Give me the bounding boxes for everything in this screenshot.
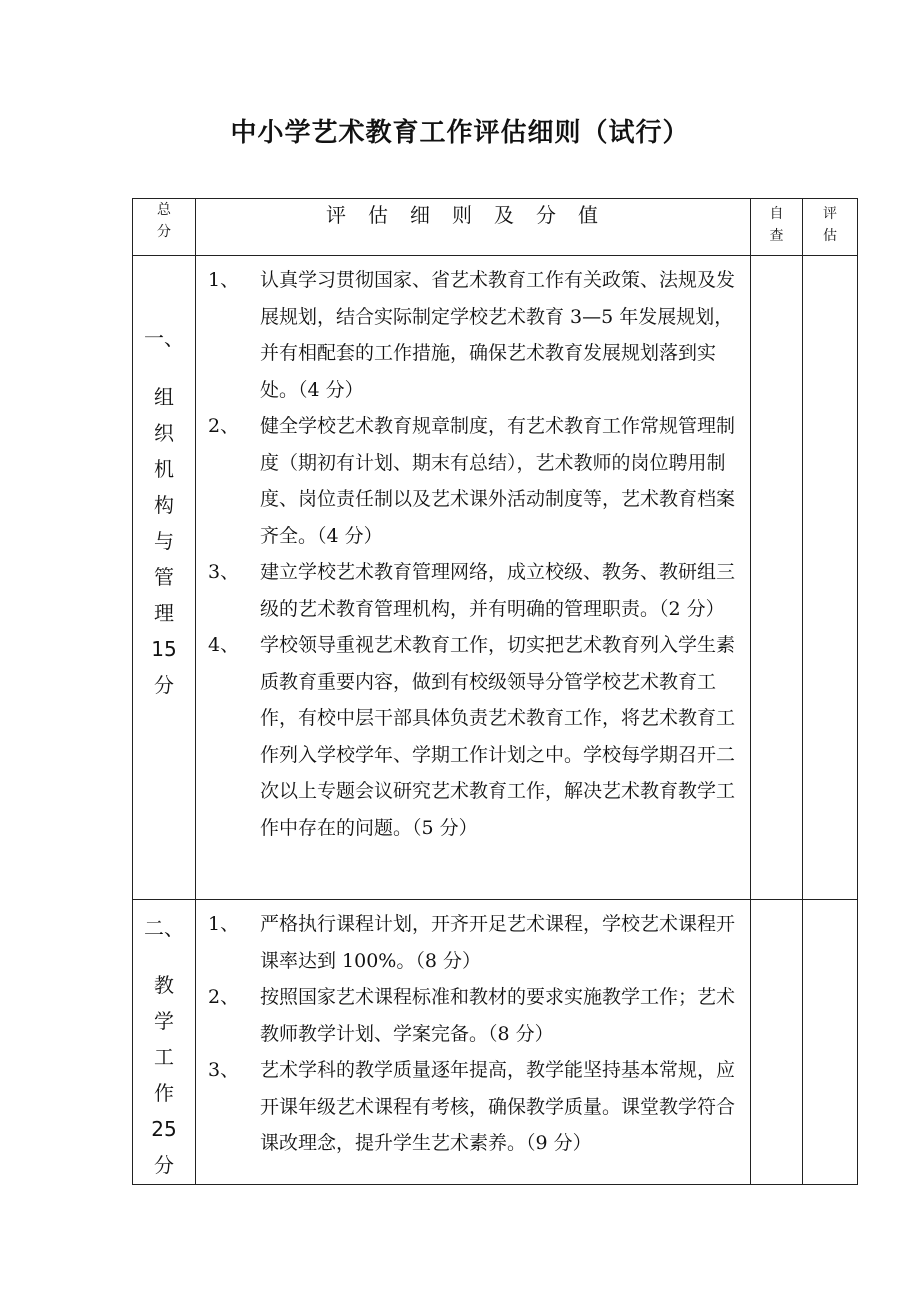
self-check-cell[interactable] (751, 256, 803, 900)
evaluation-cell[interactable] (803, 900, 858, 1185)
section-number: 二、 (144, 916, 184, 940)
header-total-score: 总 分 (133, 199, 196, 256)
section-heading: 一、 组 织 机 构 与 管 理 15 分 (133, 256, 196, 900)
header-evaluation: 评 估 (803, 199, 858, 256)
criterion-item: 1、 严格执行课程计划，开齐开足艺术课程，学校艺术课程开课率达到 100%。（8 分） (208, 913, 736, 972)
evaluation-cell[interactable] (803, 256, 858, 900)
section-items (196, 256, 751, 900)
criterion-item: 2、 按照国家艺术课程标准和教材的要求实施教学工作；艺术教师教学计划、学案完备。（8 分） (208, 986, 736, 1045)
header-details: 评估细则及分值 (196, 199, 751, 256)
criterion-item: 1、 认真学习贯彻国家、省艺术教育工作有关政策、法规及发展规划，结合实际制定学校艺术教育 3—5 年发展规划，并有相配套的工作措施，确保艺术教育发展规划落到实处。（4 分） (208, 269, 736, 401)
document-title: 中小学艺术教育工作评估细则（试行） (230, 118, 690, 148)
header-self-check: 自 查 (751, 199, 803, 256)
criterion-item: 3、 建立学校艺术教育管理网络，成立校级、教务、教研组三级的艺术教育管理机构，并有明确的管理职责。（2 分） (208, 561, 736, 620)
section-items (196, 900, 751, 1185)
criterion-item: 3、 艺术学科的教学质量逐年提高，教学能坚持基本常规，应开课年级艺术课程有考核，确保教学质量。课堂教学符合课改理念，提升学生艺术素养。（9 分） (208, 1059, 736, 1154)
section-row (133, 256, 858, 900)
section-heading: 二、 教 学 工 作 25 分 (133, 900, 196, 1185)
section-row (133, 900, 858, 1185)
criterion-item: 2、 健全学校艺术教育规章制度，有艺术教育工作常规管理制度（期初有计划、期末有总结），艺术教师的岗位聘用制度、岗位责任制以及艺术课外活动制度等，艺术教育档案齐全。（4 分） (208, 415, 736, 547)
self-check-cell[interactable] (751, 900, 803, 1185)
criterion-item: 4、 学校领导重视艺术教育工作，切实把艺术教育列入学生素质教育重要内容，做到有校级领导分管学校艺术教育工作，有校中层干部具体负责艺术教育工作，将艺术教育工作列入学校学年、学期工作计划之中。学校每学期召开二次以上专题会议研究艺术教育工作，解决艺术教育教学工作中存在的问题。（5 分） (208, 634, 736, 839)
header-row (133, 199, 858, 256)
evaluation-table (132, 198, 858, 1185)
section-number: 一、 (144, 326, 184, 350)
